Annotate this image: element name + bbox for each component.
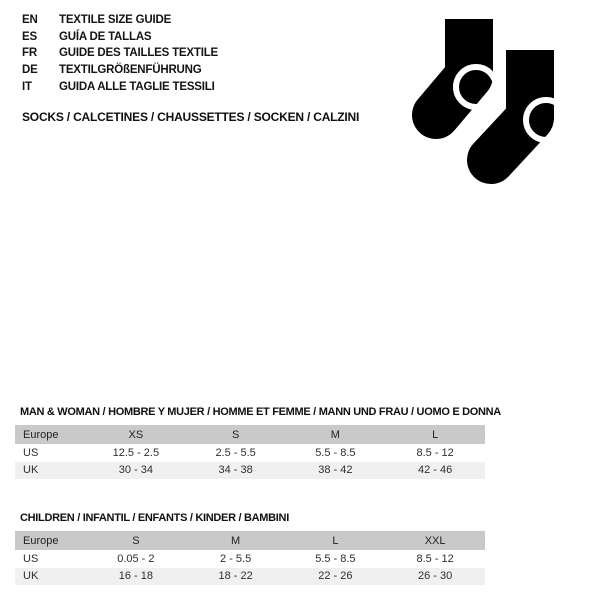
size-value: 2.5 - 5.5	[215, 446, 256, 459]
man-woman-table-title: MAN & WOMAN / HOMBRE Y MUJER / HOMME ET FEMME / MANN UND FRAU / UOMO E DONNA	[20, 406, 501, 418]
language-code: DE	[22, 64, 38, 77]
front-sock	[491, 50, 566, 160]
size-value: 30 - 34	[118, 464, 153, 477]
language-label: TEXTILE SIZE GUIDE	[59, 14, 172, 26]
size-value: 12.5 - 2.5	[112, 446, 160, 459]
language-code: EN	[22, 14, 38, 26]
column-header-size: M	[330, 428, 340, 441]
size-value: 8.5 - 12	[416, 552, 454, 565]
column-header-size: L	[332, 534, 339, 547]
row-label: US	[23, 446, 39, 459]
man-woman-size-table	[15, 425, 485, 479]
children-size-section	[15, 512, 485, 585]
column-header-size: L	[432, 428, 439, 441]
language-code: IT	[22, 80, 32, 93]
man-woman-size-section	[15, 406, 501, 479]
back-sock	[436, 19, 496, 115]
size-value: 34 - 38	[218, 464, 253, 477]
language-label: GUIDE DES TAILLES TEXTILE	[59, 47, 218, 60]
category-title: SOCKS / CALCETINES / CHAUSSETTES / SOCKEN / CALZINI	[22, 110, 360, 124]
table-row-uk	[15, 462, 485, 480]
column-header-size: XS	[128, 428, 144, 441]
size-value: 18 - 22	[218, 570, 253, 583]
table-header-row	[15, 425, 485, 444]
language-label: GUÍA DE TALLAS	[59, 30, 152, 43]
row-label: UK	[23, 570, 39, 583]
children-table-title: CHILDREN / INFANTIL / ENFANTS / KINDER / BAMBINI	[20, 512, 289, 524]
language-code: ES	[22, 30, 37, 43]
table-row-us	[15, 444, 485, 462]
size-value: 38 - 42	[318, 464, 353, 477]
row-label: UK	[23, 464, 39, 477]
column-header-europe: Europe	[23, 428, 59, 441]
language-label: TEXTILGRÖßENFÜHRUNG	[59, 64, 202, 77]
size-value: 42 - 46	[418, 464, 453, 477]
size-value: 2 - 5.5	[220, 552, 252, 565]
column-header-size: S	[231, 428, 240, 441]
size-value: 26 - 30	[418, 570, 453, 583]
language-label: GUIDA ALLE TAGLIE TESSILI	[59, 80, 215, 93]
row-label: US	[23, 552, 39, 565]
table-header-row	[15, 531, 485, 550]
language-code: FR	[22, 47, 37, 60]
size-value: 22 - 26	[318, 570, 353, 583]
column-header-europe: Europe	[23, 534, 59, 547]
size-value: 5.5 - 8.5	[315, 552, 356, 565]
children-size-table	[15, 531, 485, 585]
column-header-size: S	[132, 534, 140, 547]
column-header-size: XXL	[424, 534, 446, 547]
table-row-uk	[15, 568, 485, 586]
size-value: 5.5 - 8.5	[315, 446, 356, 459]
size-value: 0.05 - 2	[117, 552, 155, 565]
table-row-us	[15, 550, 485, 568]
size-value: 8.5 - 12	[416, 446, 454, 459]
column-header-size: M	[231, 534, 241, 547]
size-value: 16 - 18	[118, 570, 153, 583]
